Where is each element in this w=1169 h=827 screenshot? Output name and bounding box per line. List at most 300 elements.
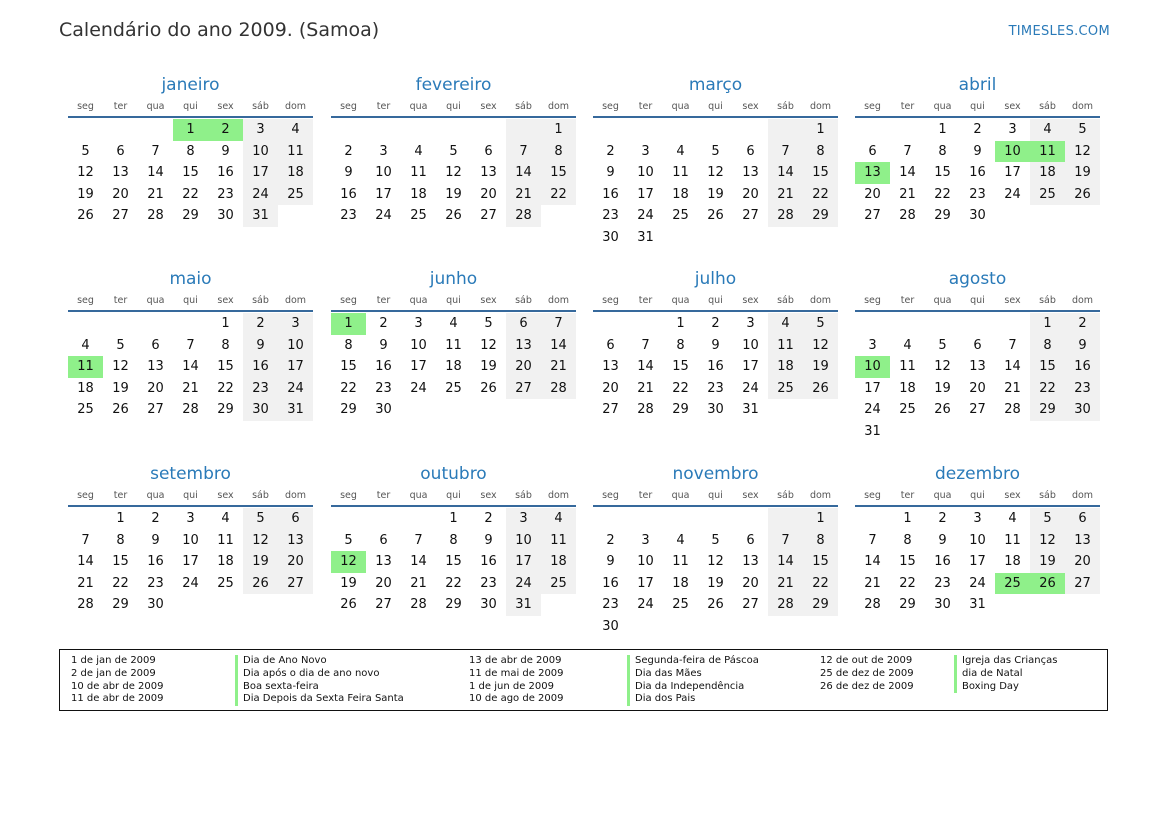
holiday-date: 25 de dez de 2009 xyxy=(820,667,914,679)
day-cell: 20 xyxy=(742,186,759,202)
empty-cell xyxy=(733,119,768,141)
month-name: dezembro xyxy=(935,464,1020,484)
day-cell: 18 xyxy=(1030,162,1065,184)
empty-cell xyxy=(855,508,890,530)
weekday-label: sex xyxy=(1004,490,1021,501)
day-cell: 22 xyxy=(934,186,951,202)
day-cell: 15 xyxy=(672,359,689,375)
day-cell: 27 xyxy=(1065,573,1100,595)
month-name: junho xyxy=(429,269,478,289)
day-cell: 3 xyxy=(186,511,195,526)
weekday-label: qui xyxy=(446,295,461,306)
day-cell: 16 xyxy=(480,554,497,570)
empty-cell xyxy=(366,508,401,530)
day-cell: 10 xyxy=(742,337,759,353)
weekday-header xyxy=(593,487,838,507)
day-cell: 15 xyxy=(934,165,951,181)
empty-cell xyxy=(663,119,698,141)
day-cell: 15 xyxy=(340,359,357,375)
day-cell: 18 xyxy=(278,162,313,184)
weekday-label: sáb xyxy=(1039,295,1056,306)
day-cell: 10 xyxy=(278,335,313,357)
day-cell: 28 xyxy=(77,597,94,613)
day-cell: 26 xyxy=(445,208,462,224)
day-cell: 7 xyxy=(186,337,195,353)
day-cell: 18 xyxy=(77,380,94,396)
month-agosto xyxy=(855,266,1100,443)
day-cell: 8 xyxy=(676,337,685,353)
day-cell: 8 xyxy=(541,141,576,163)
day-cell: 18 xyxy=(672,186,689,202)
weekday-label: sex xyxy=(480,101,497,112)
day-cell: 31 xyxy=(637,229,654,245)
weekday-label: qui xyxy=(183,490,198,501)
day-cell: 17 xyxy=(506,551,541,573)
day-cell: 16 xyxy=(243,356,278,378)
day-cell: 17 xyxy=(278,356,313,378)
day-cell: 10 xyxy=(506,530,541,552)
holiday-name: Boxing Day xyxy=(954,681,1057,694)
day-cell: 9 xyxy=(938,532,947,548)
day-cell: 29 xyxy=(899,597,916,613)
day-cell: 21 xyxy=(637,380,654,396)
day-cell: 20 xyxy=(480,186,497,202)
month-julho xyxy=(593,266,838,421)
month-name: agosto xyxy=(948,269,1007,289)
weekday-label: sex xyxy=(217,101,234,112)
day-cell: 9 xyxy=(1065,335,1100,357)
day-cell: 30 xyxy=(480,597,497,613)
day-cell: 14 xyxy=(410,554,427,570)
day-cell: 10 xyxy=(410,337,427,353)
weekday-header xyxy=(68,487,313,507)
holiday-name: Dia de Ano Novo xyxy=(235,655,404,668)
day-cell: 15 xyxy=(445,554,462,570)
day-cell: 17 xyxy=(864,380,881,396)
day-cell: 29 xyxy=(340,402,357,418)
day-cell: 7 xyxy=(1008,337,1017,353)
day-cell: 29 xyxy=(182,208,199,224)
weekday-label: ter xyxy=(900,101,915,112)
day-cell: 6 xyxy=(506,313,541,335)
day-cell: 19 xyxy=(77,186,94,202)
day-cell: 28 xyxy=(182,402,199,418)
day-cell: 24 xyxy=(243,184,278,206)
day-cell: 19 xyxy=(934,380,951,396)
day-cell: 2 xyxy=(1065,313,1100,335)
weekday-label: dom xyxy=(1071,101,1094,112)
weekday-label: seg xyxy=(864,295,881,306)
holiday-name: Dia da Independência xyxy=(627,681,759,694)
day-cell: 12 xyxy=(934,359,951,375)
weekday-label: dom xyxy=(1071,295,1094,306)
day-grid xyxy=(593,119,838,249)
holiday-day-cell: 1 xyxy=(173,119,208,141)
day-cell: 21 xyxy=(1004,380,1021,396)
day-cell: 10 xyxy=(637,165,654,181)
day-cell: 19 xyxy=(707,575,724,591)
day-cell: 25 xyxy=(217,575,234,591)
day-cell: 2 xyxy=(379,316,388,331)
day-cell: 2 xyxy=(484,511,493,526)
day-cell: 17 xyxy=(1004,165,1021,181)
day-cell: 18 xyxy=(217,554,234,570)
day-cell: 29 xyxy=(934,208,951,224)
empty-cell xyxy=(593,508,628,530)
day-cell: 9 xyxy=(151,532,160,548)
day-cell: 17 xyxy=(637,575,654,591)
weekday-label: sáb xyxy=(1039,101,1056,112)
holiday-day-cell: 13 xyxy=(855,162,890,184)
day-cell: 2 xyxy=(151,511,160,526)
day-cell: 17 xyxy=(182,554,199,570)
day-cell: 7 xyxy=(81,532,90,548)
day-cell: 29 xyxy=(803,205,838,227)
empty-cell xyxy=(698,119,733,141)
day-cell: 25 xyxy=(1030,184,1065,206)
day-cell: 22 xyxy=(899,575,916,591)
empty-cell xyxy=(506,119,541,141)
day-cell: 12 xyxy=(707,554,724,570)
month-outubro xyxy=(331,461,576,616)
weekday-label: seg xyxy=(340,101,357,112)
weekday-label: sex xyxy=(1004,295,1021,306)
empty-cell xyxy=(436,119,471,141)
empty-cell xyxy=(628,508,663,530)
day-cell: 7 xyxy=(903,143,912,159)
month-junho xyxy=(331,266,576,421)
day-cell: 24 xyxy=(1004,186,1021,202)
day-cell: 23 xyxy=(602,597,619,613)
day-cell: 25 xyxy=(410,208,427,224)
weekday-label: sáb xyxy=(252,101,269,112)
day-cell: 4 xyxy=(676,143,685,159)
day-cell: 19 xyxy=(112,380,129,396)
weekday-label: dom xyxy=(809,295,832,306)
day-cell: 15 xyxy=(182,165,199,181)
day-cell: 27 xyxy=(602,402,619,418)
day-cell: 12 xyxy=(77,165,94,181)
holiday-date: 1 de jan de 2009 xyxy=(71,655,156,666)
day-cell: 7 xyxy=(641,337,650,353)
day-cell: 14 xyxy=(768,551,803,573)
day-cell: 1 xyxy=(1030,313,1065,335)
day-cell: 5 xyxy=(803,313,838,335)
day-cell: 17 xyxy=(375,186,392,202)
day-cell: 6 xyxy=(484,143,493,159)
day-cell: 9 xyxy=(606,165,615,181)
day-cell: 20 xyxy=(864,186,881,202)
weekday-label: dom xyxy=(284,101,307,112)
day-cell: 26 xyxy=(1065,184,1100,206)
day-cell: 27 xyxy=(742,597,759,613)
weekday-header xyxy=(593,292,838,312)
day-cell: 18 xyxy=(445,359,462,375)
empty-cell xyxy=(138,119,173,141)
day-cell: 30 xyxy=(602,229,619,245)
weekday-label: seg xyxy=(77,295,94,306)
weekday-label: qui xyxy=(708,101,723,112)
day-cell: 1 xyxy=(803,119,838,141)
day-cell: 16 xyxy=(707,359,724,375)
day-cell: 25 xyxy=(899,402,916,418)
holiday-date: 2 de jan de 2009 xyxy=(71,667,156,679)
day-cell: 14 xyxy=(77,554,94,570)
weekday-label: dom xyxy=(547,295,570,306)
weekday-label: sex xyxy=(480,490,497,501)
day-cell: 30 xyxy=(602,618,619,634)
day-cell: 26 xyxy=(243,573,278,595)
weekday-label: qua xyxy=(933,490,952,501)
day-cell: 5 xyxy=(1030,508,1065,530)
day-cell: 14 xyxy=(147,165,164,181)
day-cell: 22 xyxy=(541,184,576,206)
day-cell: 8 xyxy=(116,532,125,548)
day-cell: 20 xyxy=(1065,551,1100,573)
empty-cell xyxy=(855,119,890,141)
day-cell: 12 xyxy=(1030,530,1065,552)
month-name: fevereiro xyxy=(415,75,492,95)
day-cell: 26 xyxy=(707,597,724,613)
day-cell: 9 xyxy=(243,335,278,357)
day-grid xyxy=(855,508,1100,616)
weekday-header xyxy=(331,487,576,507)
weekday-label: qui xyxy=(970,101,985,112)
day-cell: 16 xyxy=(969,165,986,181)
day-cell: 9 xyxy=(606,554,615,570)
empty-cell xyxy=(628,119,663,141)
empty-cell xyxy=(593,119,628,141)
day-cell: 31 xyxy=(243,205,278,227)
weekday-label: seg xyxy=(77,490,94,501)
day-cell: 6 xyxy=(1065,508,1100,530)
weekday-label: ter xyxy=(113,101,128,112)
weekday-label: dom xyxy=(284,295,307,306)
weekday-label: seg xyxy=(864,490,881,501)
holiday-date: 26 de dez de 2009 xyxy=(820,680,914,692)
weekday-label: dom xyxy=(547,490,570,501)
weekday-label: qui xyxy=(708,295,723,306)
day-cell: 30 xyxy=(217,208,234,224)
day-cell: 31 xyxy=(864,423,881,439)
weekday-header xyxy=(331,98,576,118)
weekday-label: sáb xyxy=(777,490,794,501)
weekday-label: ter xyxy=(900,490,915,501)
empty-cell xyxy=(768,119,803,141)
day-cell: 6 xyxy=(973,337,982,353)
day-cell: 9 xyxy=(973,143,982,159)
day-cell: 21 xyxy=(899,186,916,202)
day-cell: 19 xyxy=(243,551,278,573)
weekday-label: ter xyxy=(638,295,653,306)
weekday-label: ter xyxy=(638,490,653,501)
day-cell: 23 xyxy=(934,575,951,591)
day-cell: 25 xyxy=(278,184,313,206)
day-cell: 1 xyxy=(676,316,685,331)
day-cell: 1 xyxy=(938,122,947,137)
weekday-label: sex xyxy=(742,490,759,501)
day-cell: 9 xyxy=(221,143,230,159)
weekday-label: qui xyxy=(183,295,198,306)
day-cell: 15 xyxy=(803,162,838,184)
empty-cell xyxy=(103,313,138,335)
day-cell: 30 xyxy=(969,208,986,224)
day-cell: 18 xyxy=(672,575,689,591)
weekday-label: ter xyxy=(113,295,128,306)
day-cell: 20 xyxy=(112,186,129,202)
day-cell: 14 xyxy=(506,162,541,184)
day-cell: 25 xyxy=(541,573,576,595)
day-cell: 4 xyxy=(768,313,803,335)
day-cell: 9 xyxy=(379,337,388,353)
day-cell: 28 xyxy=(768,594,803,616)
holiday-day-cell: 2 xyxy=(208,119,243,141)
holiday-date: 10 de abr de 2009 xyxy=(71,680,164,692)
day-cell: 26 xyxy=(340,597,357,613)
day-cell: 5 xyxy=(449,143,458,159)
day-cell: 26 xyxy=(77,208,94,224)
empty-cell xyxy=(733,508,768,530)
day-cell: 18 xyxy=(768,356,803,378)
month-março xyxy=(593,72,838,249)
empty-cell xyxy=(173,313,208,335)
weekday-label: qui xyxy=(446,101,461,112)
day-cell: 10 xyxy=(969,532,986,548)
weekday-label: qua xyxy=(671,295,690,306)
holiday-name: Boa sexta-feira xyxy=(235,681,404,694)
weekday-label: ter xyxy=(638,101,653,112)
day-cell: 8 xyxy=(903,532,912,548)
day-cell: 1 xyxy=(221,316,230,331)
day-cell: 16 xyxy=(602,575,619,591)
day-cell: 15 xyxy=(541,162,576,184)
day-cell: 28 xyxy=(506,205,541,227)
weekday-label: sex xyxy=(217,295,234,306)
day-cell: 16 xyxy=(217,165,234,181)
weekday-label: qua xyxy=(933,101,952,112)
day-cell: 18 xyxy=(410,186,427,202)
empty-cell xyxy=(593,313,628,335)
day-cell: 22 xyxy=(340,380,357,396)
holiday-name: Dia das Mães xyxy=(627,668,759,681)
month-name: abril xyxy=(958,75,997,95)
empty-cell xyxy=(68,119,103,141)
empty-cell xyxy=(890,119,925,141)
day-cell: 2 xyxy=(711,316,720,331)
day-cell: 12 xyxy=(803,335,838,357)
holiday-day-cell: 11 xyxy=(68,356,103,378)
day-cell: 26 xyxy=(803,378,838,400)
day-cell: 14 xyxy=(864,554,881,570)
day-grid xyxy=(855,119,1100,227)
holiday-day-cell: 12 xyxy=(331,551,366,573)
day-cell: 24 xyxy=(278,378,313,400)
day-cell: 14 xyxy=(1004,359,1021,375)
day-grid xyxy=(331,119,576,227)
day-cell: 28 xyxy=(1004,402,1021,418)
weekday-label: sáb xyxy=(777,295,794,306)
day-cell: 22 xyxy=(182,186,199,202)
day-cell: 20 xyxy=(375,575,392,591)
weekday-label: dom xyxy=(547,101,570,112)
site-link[interactable]: TIMESLES.COM xyxy=(1008,24,1110,39)
day-cell: 2 xyxy=(606,532,615,548)
day-cell: 1 xyxy=(116,511,125,526)
empty-cell xyxy=(366,119,401,141)
day-cell: 7 xyxy=(768,141,803,163)
holiday-day-cell: 11 xyxy=(1030,141,1065,163)
day-cell: 21 xyxy=(410,575,427,591)
day-cell: 17 xyxy=(969,554,986,570)
day-cell: 31 xyxy=(969,597,986,613)
weekday-label: sáb xyxy=(515,490,532,501)
day-cell: 18 xyxy=(899,380,916,396)
empty-cell xyxy=(855,313,890,335)
day-cell: 8 xyxy=(1030,335,1065,357)
weekday-label: sex xyxy=(217,490,234,501)
day-cell: 25 xyxy=(672,597,689,613)
empty-cell xyxy=(138,313,173,335)
weekday-label: ter xyxy=(376,295,391,306)
day-cell: 8 xyxy=(449,532,458,548)
weekday-header xyxy=(331,292,576,312)
day-grid xyxy=(68,313,313,421)
day-grid xyxy=(593,508,838,638)
weekday-label: sex xyxy=(1004,101,1021,112)
day-cell: 1 xyxy=(449,511,458,526)
day-cell: 24 xyxy=(506,573,541,595)
empty-cell xyxy=(960,313,995,335)
day-cell: 16 xyxy=(1065,356,1100,378)
day-cell: 24 xyxy=(637,597,654,613)
day-cell: 13 xyxy=(506,335,541,357)
day-cell: 25 xyxy=(768,378,803,400)
day-cell: 4 xyxy=(1008,511,1017,526)
empty-cell xyxy=(103,119,138,141)
day-cell: 5 xyxy=(243,508,278,530)
day-cell: 30 xyxy=(375,402,392,418)
day-cell: 21 xyxy=(147,186,164,202)
holiday-date: 11 de mai de 2009 xyxy=(469,667,564,679)
day-grid xyxy=(331,508,576,616)
day-cell: 20 xyxy=(742,575,759,591)
weekday-label: dom xyxy=(1071,490,1094,501)
weekday-label: sáb xyxy=(252,490,269,501)
day-cell: 3 xyxy=(1008,122,1017,137)
day-cell: 13 xyxy=(1065,530,1100,552)
day-cell: 4 xyxy=(414,143,423,159)
empty-cell xyxy=(925,313,960,335)
weekday-label: seg xyxy=(602,295,619,306)
day-cell: 23 xyxy=(375,380,392,396)
day-cell: 27 xyxy=(147,402,164,418)
day-cell: 7 xyxy=(868,532,877,548)
day-cell: 17 xyxy=(637,186,654,202)
day-cell: 5 xyxy=(1065,119,1100,141)
holiday-day-cell: 26 xyxy=(1030,573,1065,595)
day-cell: 11 xyxy=(899,359,916,375)
day-grid xyxy=(68,119,313,227)
month-name: março xyxy=(688,75,743,95)
weekday-label: ter xyxy=(113,490,128,501)
holiday-date: 12 de out de 2009 xyxy=(820,655,913,666)
holiday-name: Dia após o dia de ano novo xyxy=(235,668,404,681)
empty-cell xyxy=(995,313,1030,335)
day-cell: 23 xyxy=(243,378,278,400)
day-cell: 1 xyxy=(903,511,912,526)
weekday-label: sáb xyxy=(515,295,532,306)
weekday-label: qui xyxy=(970,490,985,501)
